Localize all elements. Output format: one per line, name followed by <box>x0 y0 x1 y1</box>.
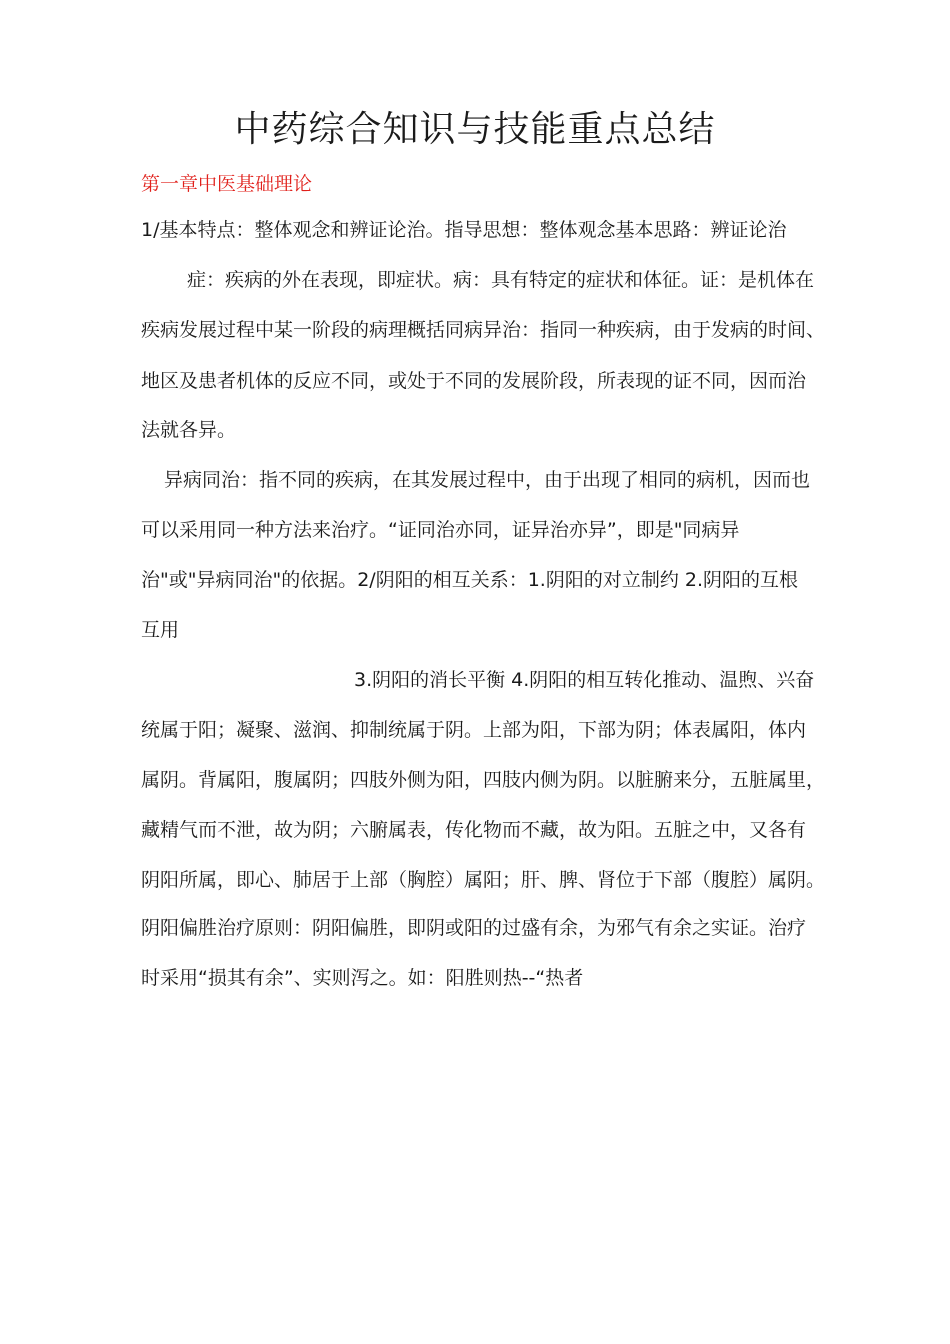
body-line: 治"或"异病同治"的依据。2/阴阳的相互关系：1.阴阳的对立制约 2.阴阳的互根 <box>141 569 799 591</box>
body-line: 互用 <box>141 619 180 641</box>
body-line: 统属于阳；凝聚、滋润、抑制统属于阴。上部为阳，下部为阴；体表属阳，体内 <box>141 719 807 741</box>
body-line: 时采用“损其有余”、实则泻之。如：阳胜则热--“热者 <box>141 967 584 989</box>
body-line: 1/基本特点：整体观念和辨证论治。指导思想：整体观念基本思路：辨证论治 <box>141 219 787 241</box>
body-line: 异病同治：指不同的疾病，在其发展过程中，由于出现了相同的病机，因而也 <box>164 469 811 491</box>
body-line: 法就各异。 <box>141 419 237 441</box>
body-line: 属阴。背属阳，腹属阴；四肢外侧为阳，四肢内侧为阴。以脏腑来分，五脏属里， <box>141 769 826 791</box>
chapter-heading: 第一章中医基础理论 <box>141 173 313 195</box>
body-line: 症：疾病的外在表现，即症状。病：具有特定的症状和体征。证：是机体在 <box>187 269 815 291</box>
body-line: 疾病发展过程中某一阶段的病理概括同病异治：指同一种疾病，由于发病的时间、 <box>141 319 826 341</box>
body-line: 阴阳所属，即心、肺居于上部（胸腔）属阳；肝、脾、肾位于下部（腹腔）属阴。 <box>141 869 826 891</box>
body-line: 地区及患者机体的反应不同，或处于不同的发展阶段，所表现的证不同，因而治 <box>141 370 807 392</box>
body-line: 藏精气而不泄，故为阴；六腑属表，传化物而不藏，故为阳。五脏之中，又各有 <box>141 819 807 841</box>
document-title: 中药综合知识与技能重点总结 <box>234 109 716 150</box>
body-line: 可以采用同一种方法来治疗。“证同治亦同，证异治亦异”，即是"同病异 <box>141 519 740 541</box>
body-line: 阴阳偏胜治疗原则：阴阳偏胜，即阴或阳的过盛有余，为邪气有余之实证。治疗 <box>141 917 807 939</box>
body-line: 3.阴阳的消长平衡 4.阴阳的相互转化推动、温煦、兴奋 <box>354 669 815 691</box>
